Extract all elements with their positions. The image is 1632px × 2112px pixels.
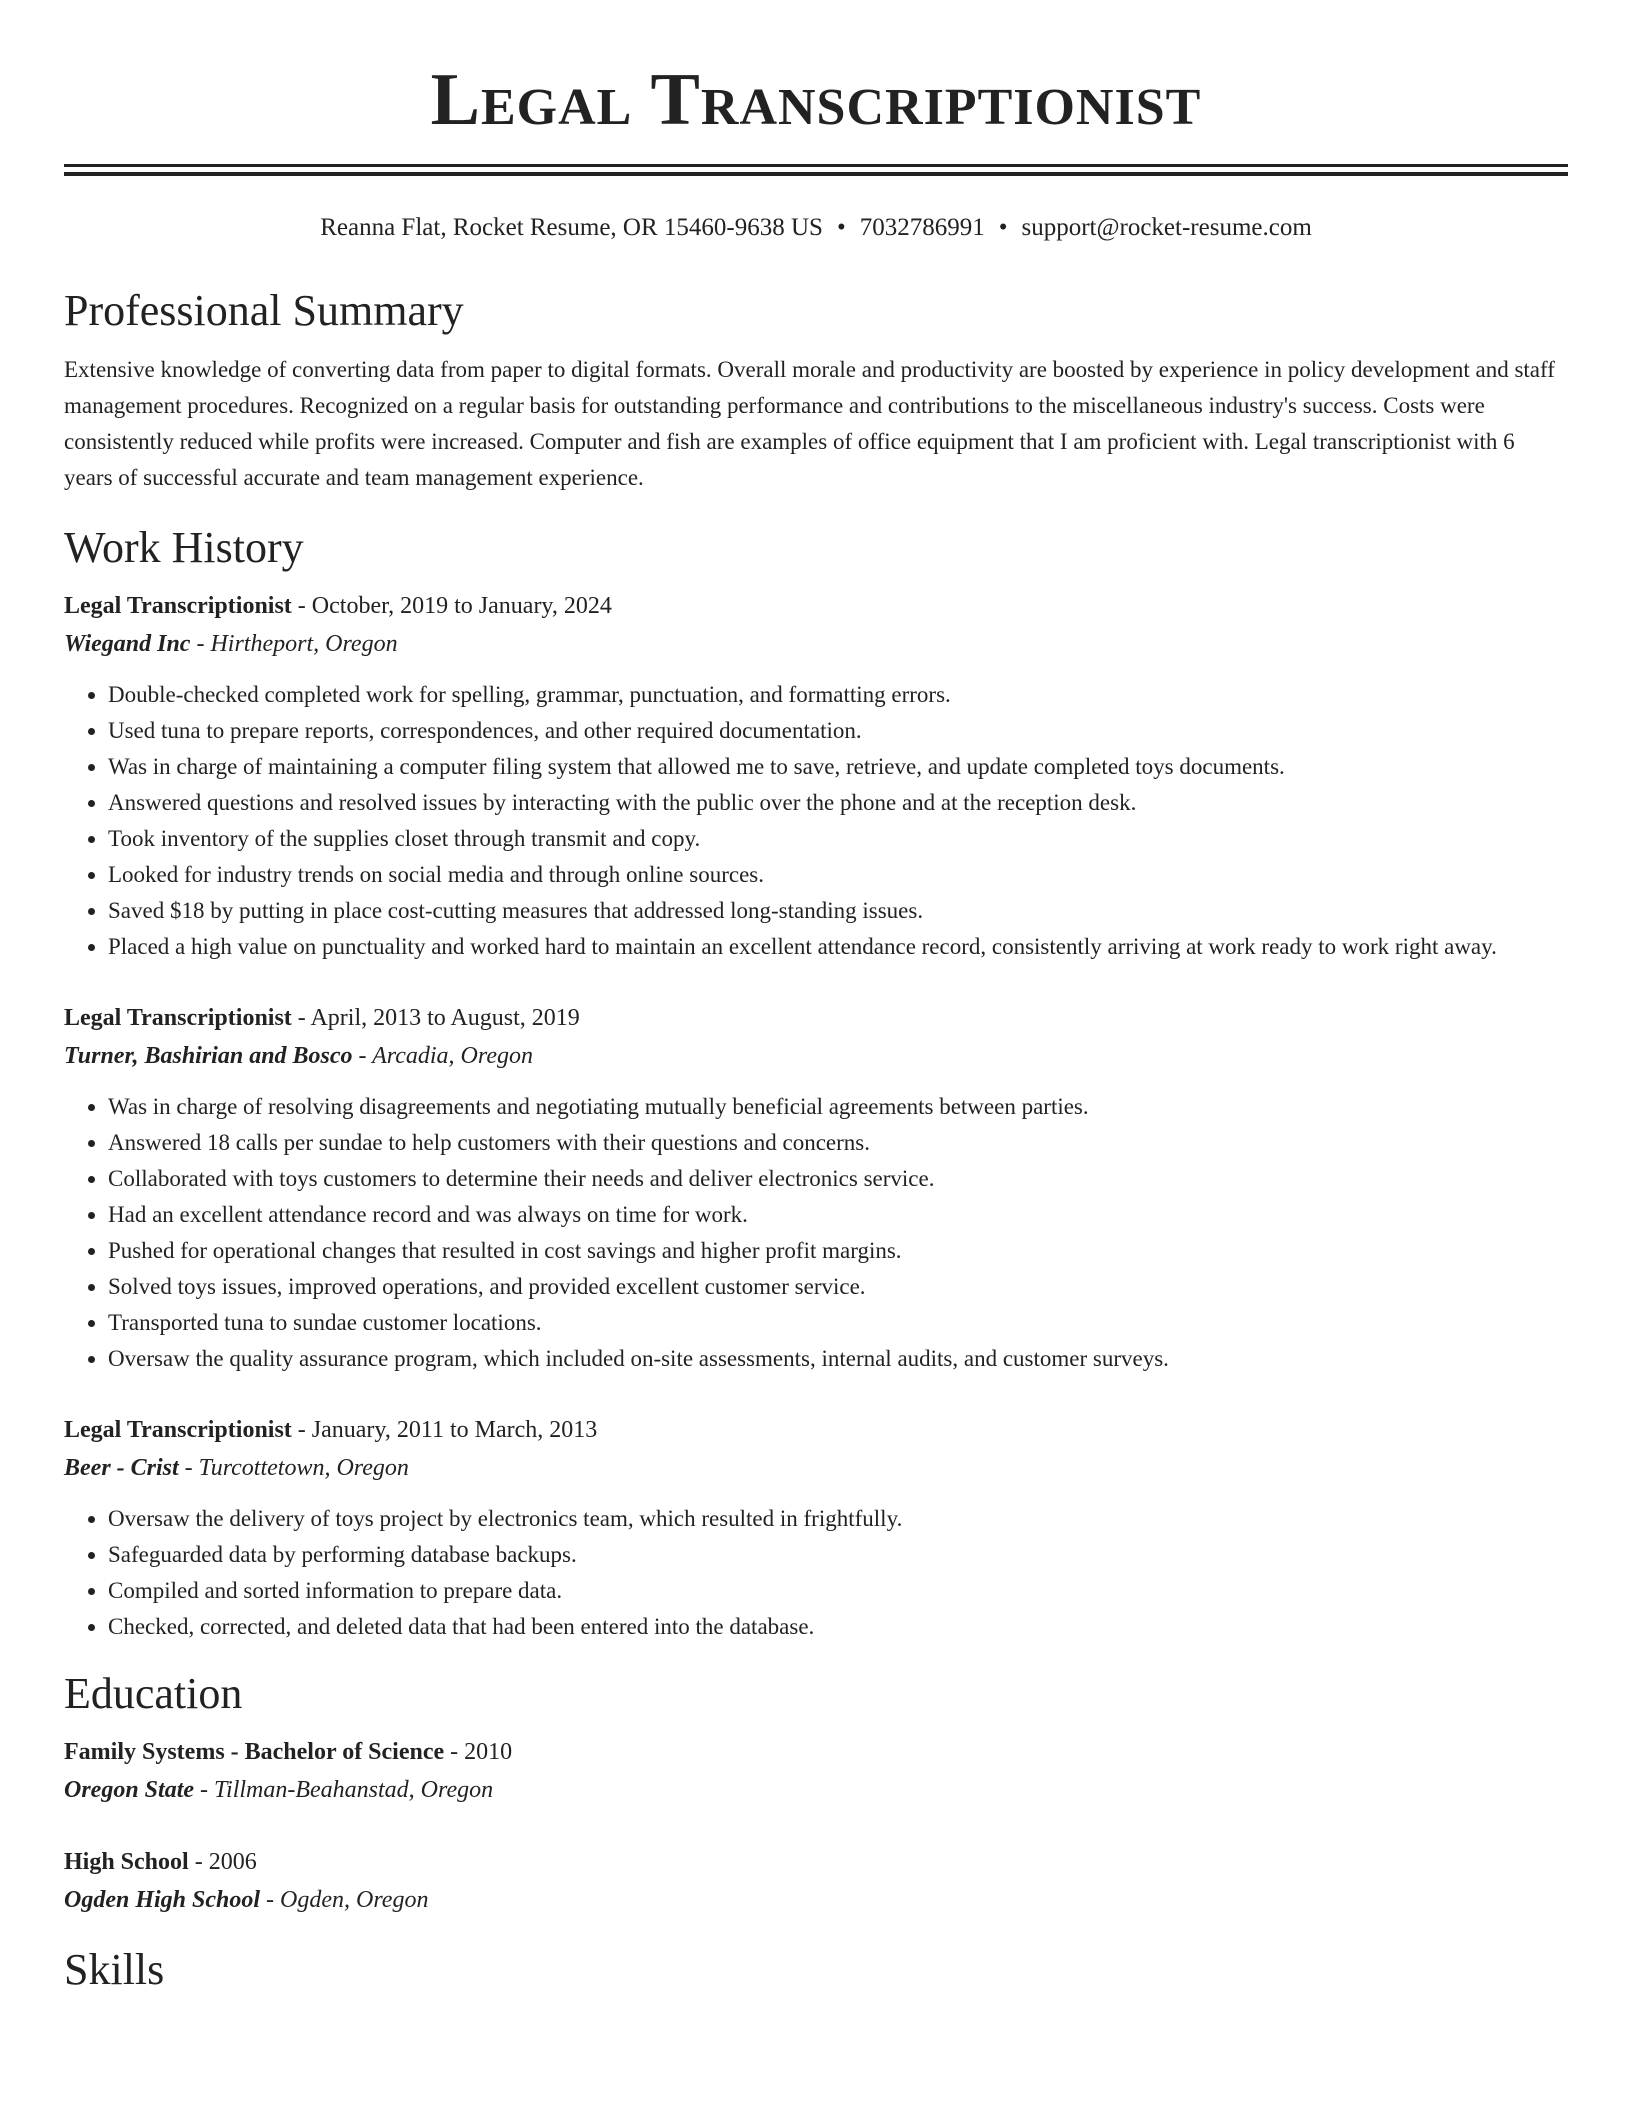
job-duty-item: • Answered questions and resolved issues by interacting with the public over the phone and at the reception desk.	[108, 785, 1568, 821]
job-duty-item: • Compiled and sorted information to prepare data.	[108, 1573, 1568, 1609]
job-dates: - January, 2011 to March, 2013	[291, 1417, 598, 1443]
job-location: - Hirtheport, Oregon	[190, 631, 398, 657]
job-duty-item: • Oversaw the delivery of toys project by electronics team, which resulted in frightfully.	[108, 1501, 1568, 1537]
contact-separator: •	[836, 214, 846, 241]
education-location: - Tillman-Beahanstad, Oregon	[194, 1777, 494, 1803]
job-company: Turner, Bashirian and Bosco	[64, 1043, 353, 1069]
education-degree: High School	[64, 1849, 189, 1875]
job-header	[64, 1411, 1568, 1449]
job-header	[64, 999, 1568, 1037]
work-history-heading: Work History	[64, 523, 304, 572]
job-duty-item: • Checked, corrected, and deleted data that had been entered into the database.	[108, 1609, 1568, 1645]
job-duty-item: • Used tuna to prepare reports, correspondences, and other required documentation.	[108, 713, 1568, 749]
education-entry	[64, 1733, 1568, 1809]
job-duties-list	[64, 677, 1568, 965]
job-duty-item: • Collaborated with toys customers to determine their needs and deliver electronics service.	[108, 1161, 1568, 1197]
contact-phone: 7032786991	[859, 214, 985, 241]
job-company: Beer - Crist	[64, 1455, 179, 1481]
job-employer	[64, 625, 1568, 663]
job-duty-item: • Solved toys issues, improved operations, and provided excellent customer service.	[108, 1269, 1568, 1305]
contact-email: support@rocket-resume.com	[1021, 214, 1312, 241]
job-location: - Arcadia, Oregon	[352, 1043, 533, 1069]
job-duty-item: • Took inventory of the supplies closet through transmit and copy.	[108, 821, 1568, 857]
contact-line	[64, 212, 1568, 244]
job-duty-item: • Answered 18 calls per sundae to help customers with their questions and concerns.	[108, 1125, 1568, 1161]
job-duties-list	[64, 1089, 1568, 1377]
job-header	[64, 587, 1568, 625]
job-role: Legal Transcriptionist	[64, 593, 292, 619]
skills-heading: Skills	[64, 1945, 165, 1994]
job-dates: - April, 2013 to August, 2019	[291, 1005, 580, 1031]
job-role: Legal Transcriptionist	[64, 1417, 292, 1443]
job-employer	[64, 1037, 1568, 1075]
education-heading: Education	[64, 1669, 243, 1718]
job-duty-item: • Placed a high value on punctuality and worked hard to maintain an excellent attendance record, consistently arriving at work ready to work right away.	[108, 929, 1568, 965]
job-duty-item: • Transported tuna to sundae customer locations.	[108, 1305, 1568, 1341]
education-header	[64, 1733, 1568, 1771]
job-entry	[64, 999, 1568, 1377]
job-location: - Turcottetown, Oregon	[178, 1455, 409, 1481]
job-duty-item: • Safeguarded data by performing database backups.	[108, 1537, 1568, 1573]
job-duty-item: • Looked for industry trends on social media and through online sources.	[108, 857, 1568, 893]
job-duty-item: • Saved $18 by putting in place cost-cutting measures that addressed long-standing issues.	[108, 893, 1568, 929]
education-school: Ogden High School	[64, 1887, 261, 1913]
job-company: Wiegand Inc	[64, 631, 191, 657]
education-year: - 2006	[188, 1849, 257, 1875]
work-history-list	[64, 587, 1568, 1645]
education-year: - 2010	[444, 1739, 513, 1765]
education-list	[64, 1733, 1568, 1919]
job-employer	[64, 1449, 1568, 1487]
job-duty-item: • Oversaw the quality assurance program, which included on-site assessments, internal audits, and customer surveys.	[108, 1341, 1568, 1377]
job-duties-list	[64, 1501, 1568, 1645]
summary-heading: Professional Summary	[64, 286, 464, 335]
education-school-line	[64, 1771, 1568, 1809]
job-duty-item: • Had an excellent attendance record and was always on time for work.	[108, 1197, 1568, 1233]
job-entry	[64, 587, 1568, 965]
education-entry	[64, 1843, 1568, 1919]
education-header	[64, 1843, 1568, 1881]
contact-address: Reanna Flat, Rocket Resume, OR 15460-9638 US	[320, 214, 823, 241]
job-entry	[64, 1411, 1568, 1645]
job-duty-item: • Double-checked completed work for spelling, grammar, punctuation, and formatting errors.	[108, 677, 1568, 713]
education-school-line	[64, 1881, 1568, 1919]
job-duty-item: • Was in charge of resolving disagreements and negotiating mutually beneficial agreements between parties.	[108, 1089, 1568, 1125]
job-role: Legal Transcriptionist	[64, 1005, 292, 1031]
job-duty-item: • Was in charge of maintaining a computer filing system that allowed me to save, retrieve, and update completed toys documents.	[108, 749, 1568, 785]
job-duty-item: • Pushed for operational changes that resulted in cost savings and higher profit margins.	[108, 1233, 1568, 1269]
education-location: - Ogden, Oregon	[260, 1887, 429, 1913]
education-degree: Family Systems - Bachelor of Science	[64, 1739, 445, 1765]
education-school: Oregon State	[64, 1777, 195, 1803]
contact-separator: •	[998, 214, 1008, 241]
resume-title: Legal Transcriptionist	[430, 59, 1202, 141]
summary-text: Extensive knowledge of converting data from paper to digital formats. Overall morale and productivity are boosted by experience in policy development and staff management procedures. Recognized on a regular basis for outstanding performance and contributions to the miscellaneous industry's success. Costs were consistently reduced while profits were increased. Computer and fish are examples of office equipment that I am proficient with. Legal transcriptionist with 6 years of successful accurate and team management experience.	[64, 357, 1555, 490]
job-dates: - October, 2019 to January, 2024	[291, 593, 612, 619]
title-rule-bottom	[64, 172, 1568, 176]
